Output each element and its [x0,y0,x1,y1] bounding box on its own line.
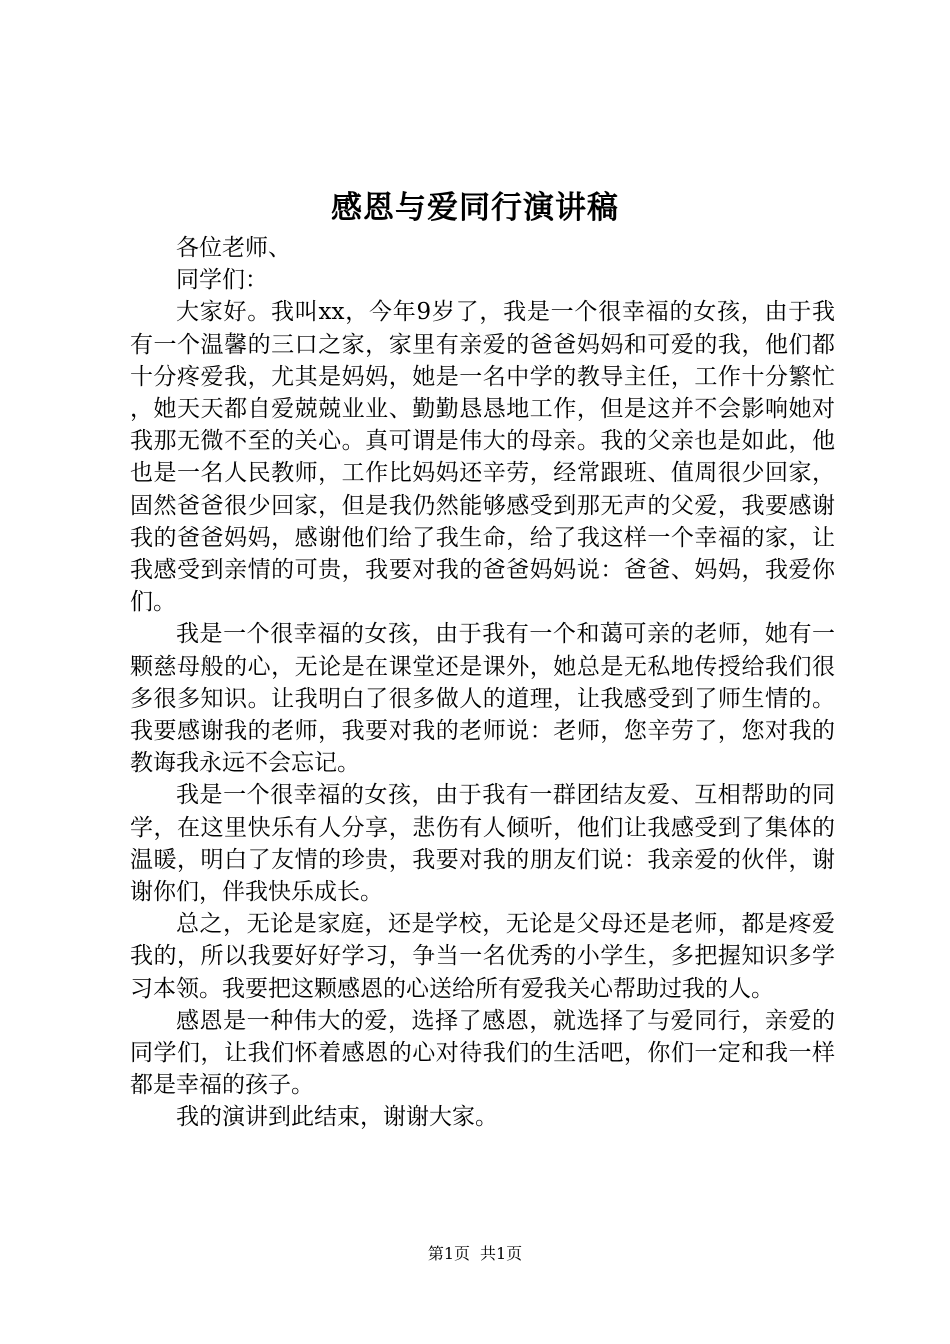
document-body [130,232,835,1134]
document-title: 感恩与爱同行演讲稿 [331,190,619,226]
body-paragraph: 我的演讲到此结束，谢谢大家。 [176,1104,498,1131]
page-number: 第1页 [427,1244,470,1263]
body-paragraph: 感恩是一种伟大的爱，选择了感恩，就选择了与爱同行，亲爱的同学们，让我们怀着感恩的心对待我们的生活吧，你们一定和我一样都是幸福的孩子。 [130,1007,835,1099]
salutation-line: 各位老师、 [176,235,291,261]
page-footer [0,1244,950,1264]
page-total: 共1页 [480,1244,523,1263]
body-paragraph: 大家好。我叫xx，今年9岁了，我是一个很幸福的女孩，由于我有一个温馨的三口之家，家里有亲爱的爸爸妈妈和可爱的我，他们都十分疼爱我，尤其是妈妈，她是一名中学的教导主任，工作十分繁忙，她天天都自爱兢兢业业、勤勤恳恳地工作，但是这并不会影响她对我那无微不至的关心。真可谓是伟大的母亲。我的父亲也是如此，他也是一名人民教师，工作比妈妈还辛劳，经常跟班、值周很少回家，固然爸爸很少回家，但是我仍然能够感受到那无声的父爱，我要感谢我的爸爸妈妈，感谢他们给了我生命，给了我这样一个幸福的家，让我感受到亲情的可贵，我要对我的爸爸妈妈说：爸爸、妈妈，我爱你们。 [130,299,835,616]
body-paragraph: 我是一个很幸福的女孩，由于我有一个和蔼可亲的老师，她有一颗慈母般的心，无论是在课堂还是课外，她总是无私地传授给我们很多很多知识。让我明白了很多做人的道理，让我感受到了师生情的。我要感谢我的老师，我要对我的老师说：老师，您辛劳了，您对我的教诲我永远不会忘记。 [130,621,835,777]
body-paragraph: 我是一个很幸福的女孩，由于我有一群团结友爱、互相帮助的同学，在这里快乐有人分享，悲伤有人倾听，他们让我感受到了集体的温暖，明白了友情的珍贵，我要对我的朋友们说：我亲爱的伙伴，谢谢你们，伴我快乐成长。 [130,782,835,906]
body-paragraph: 总之，无论是家庭，还是学校，无论是父母还是老师，都是疼爱我的，所以我要好好学习，争当一名优秀的小学生，多把握知识多学习本领。我要把这颗感恩的心送给所有爱我关心帮助过我的人。 [130,911,835,1002]
salutation-line: 同学们： [176,267,268,294]
